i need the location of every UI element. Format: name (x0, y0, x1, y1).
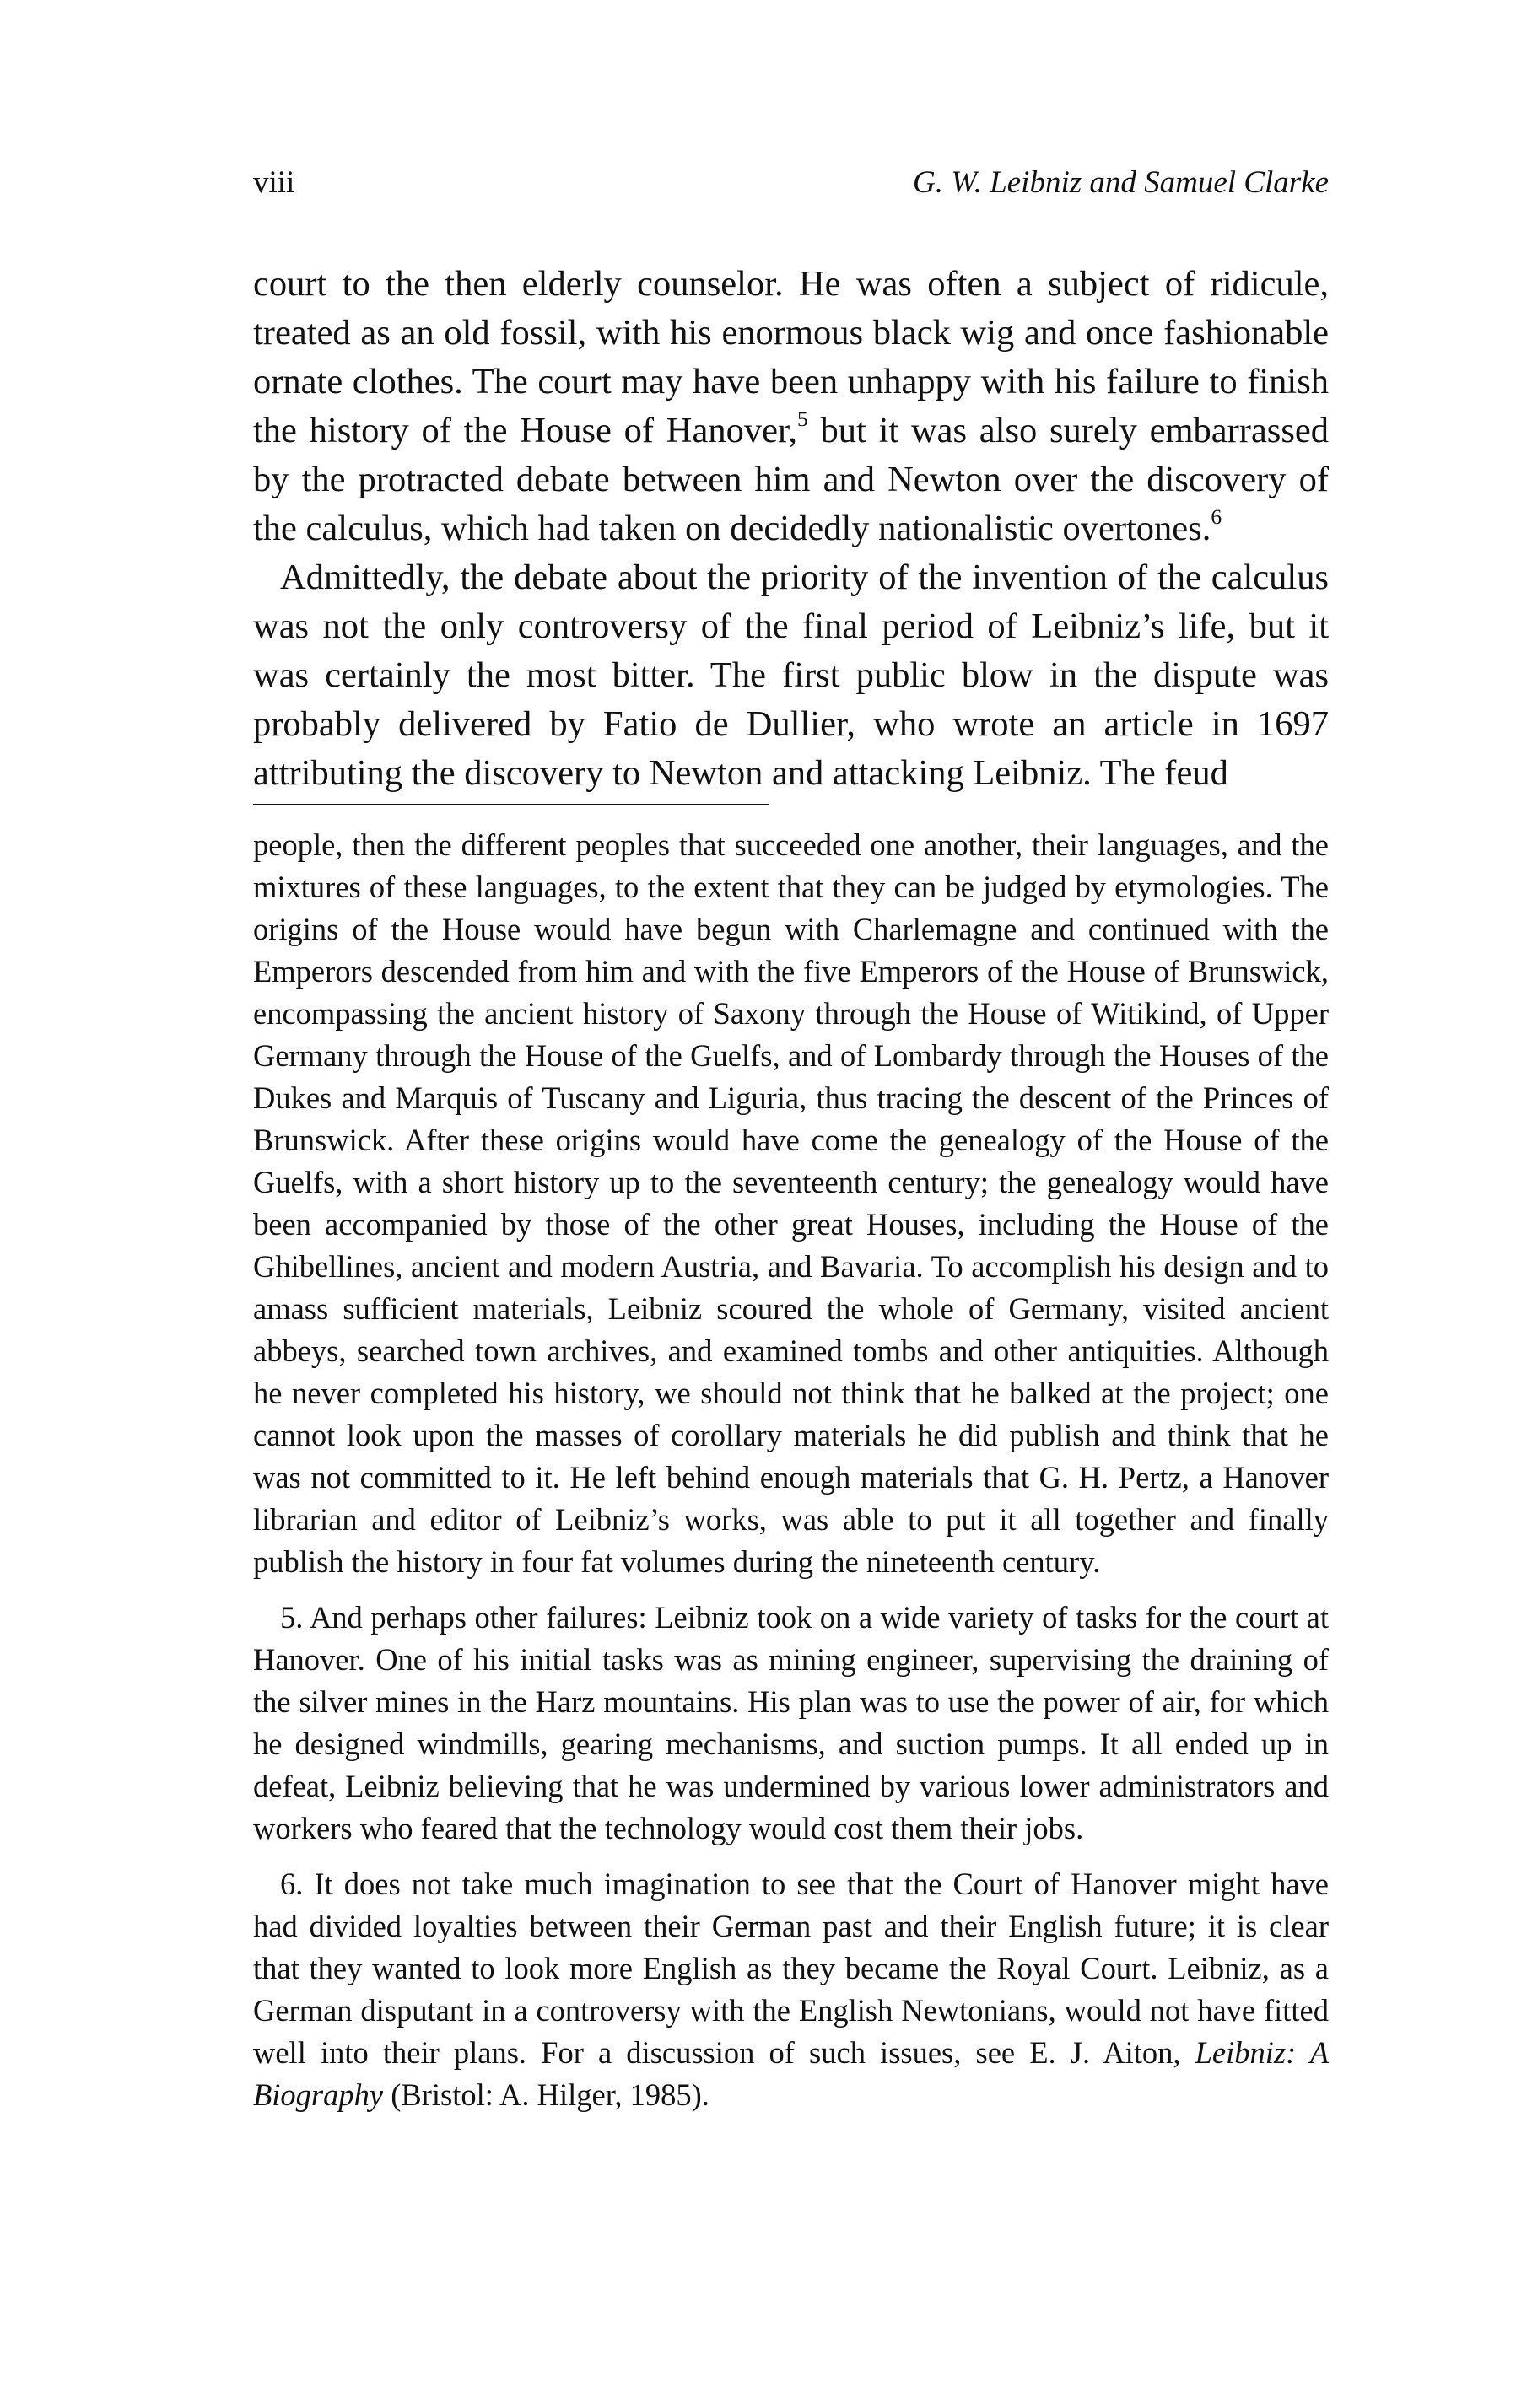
footnote-6-text-a: 6. It does not take much imagination to see that the Court of Hanover might have had divided loyalties between their German past and their English future; it is clear that they wanted to look more English as they became the Royal Court. Leibniz, as a German disputant in a controversy with the English Newtonians, would not have fitted well into their plans. For a discussion of such issues, see E. J. Aiton, (253, 1867, 1329, 2070)
paragraph-1-text-a: court to the then elderly counselor. He was often a subject of ridicule, treated as an old fossil, with his enormous black wig and once fashionable ornate clothes. The court may have been unhappy with his failure to finish the history of the House of Hanover, (253, 264, 1329, 450)
main-text (253, 260, 1329, 798)
footnote-6 (253, 1863, 1329, 2116)
running-head (253, 164, 1329, 215)
footnote-ref-5: 5 (797, 407, 808, 432)
footnotes (253, 824, 1329, 2116)
paragraph-1-text-b: but it was also surely embarrassed by the protracted debate between him and Newton over the discovery of the calculus, which had taken on decidedly nationalistic overtones. (253, 411, 1329, 548)
footnote-ref-6: 6 (1211, 504, 1222, 530)
footnote-6-text-b: (Bristol: A. Hilger, 1985). (383, 2077, 709, 2112)
footnote-continued: people, then the different peoples that succeeded one another, their languages, and the mixtures of these languages, to the extent that they can be judged by etymologies. The origins of the House would have begun with Charlemagne and continued with the Emperors descended from him and with the five Emperors of the House of Brunswick, encompassing the ancient history of Saxony through the House of Witikind, of Upper Germany through the House of the Guelfs, and of Lombardy through the Houses of the Dukes and Marquis of Tuscany and Liguria, thus tracing the descent of the Princes of Brunswick. After these origins would have come the genealogy of the House of the Guelfs, with a short history up to the seventeenth century; the genealogy would have been accompanied by those of the other great Houses, including the House of the Ghibellines, ancient and modern Austria, and Bavaria. To accomplish his design and to amass sufficient materials, Leibniz scoured the whole of Germany, visited ancient abbeys, searched town archives, and examined tombs and other antiquities. Although he never completed his history, we should not think that he balked at the project; one cannot look upon the masses of corollary materials he did publish and think that he was not committed to it. He left behind enough materials that G. H. Pertz, a Hanover librarian and editor of Leibniz’s works, was able to put it all together and finally publish the history in four fat volumes during the nineteenth century. (253, 827, 1329, 1579)
footnote-5: 5. And perhaps other failures: Leibniz took on a wide variety of tasks for the court at Hanover. One of his initial tasks was as mining engineer, supervising the draining of the silver mines in the Harz mountains. His plan was to use the power of air, for which he designed windmills, gearing mechanisms, and suction pumps. It all ended up in defeat, Leibniz believing that he was undermined by various lower administrators and workers who feared that the technology would cost them their jobs. (253, 1600, 1329, 1845)
footnote-6-book-title: Leibniz: A Biography (253, 2035, 1329, 2112)
paragraph-1 (253, 260, 1329, 553)
footnote-separator (253, 804, 769, 805)
running-title: G. W. Leibniz and Samuel Clarke (913, 165, 1329, 200)
paragraph-2: Admittedly, the debate about the priority of the invention of the calculus was not the only controversy of the final period of Leibniz’s life, but it was certainly the most bitter. The first public blow in the dispute was probably delivered by Fatio de Dullier, who wrote an article in 1697 attributing the discovery to Newton and attacking Leibniz. The feud (253, 558, 1329, 793)
page-number: viii (253, 165, 295, 200)
